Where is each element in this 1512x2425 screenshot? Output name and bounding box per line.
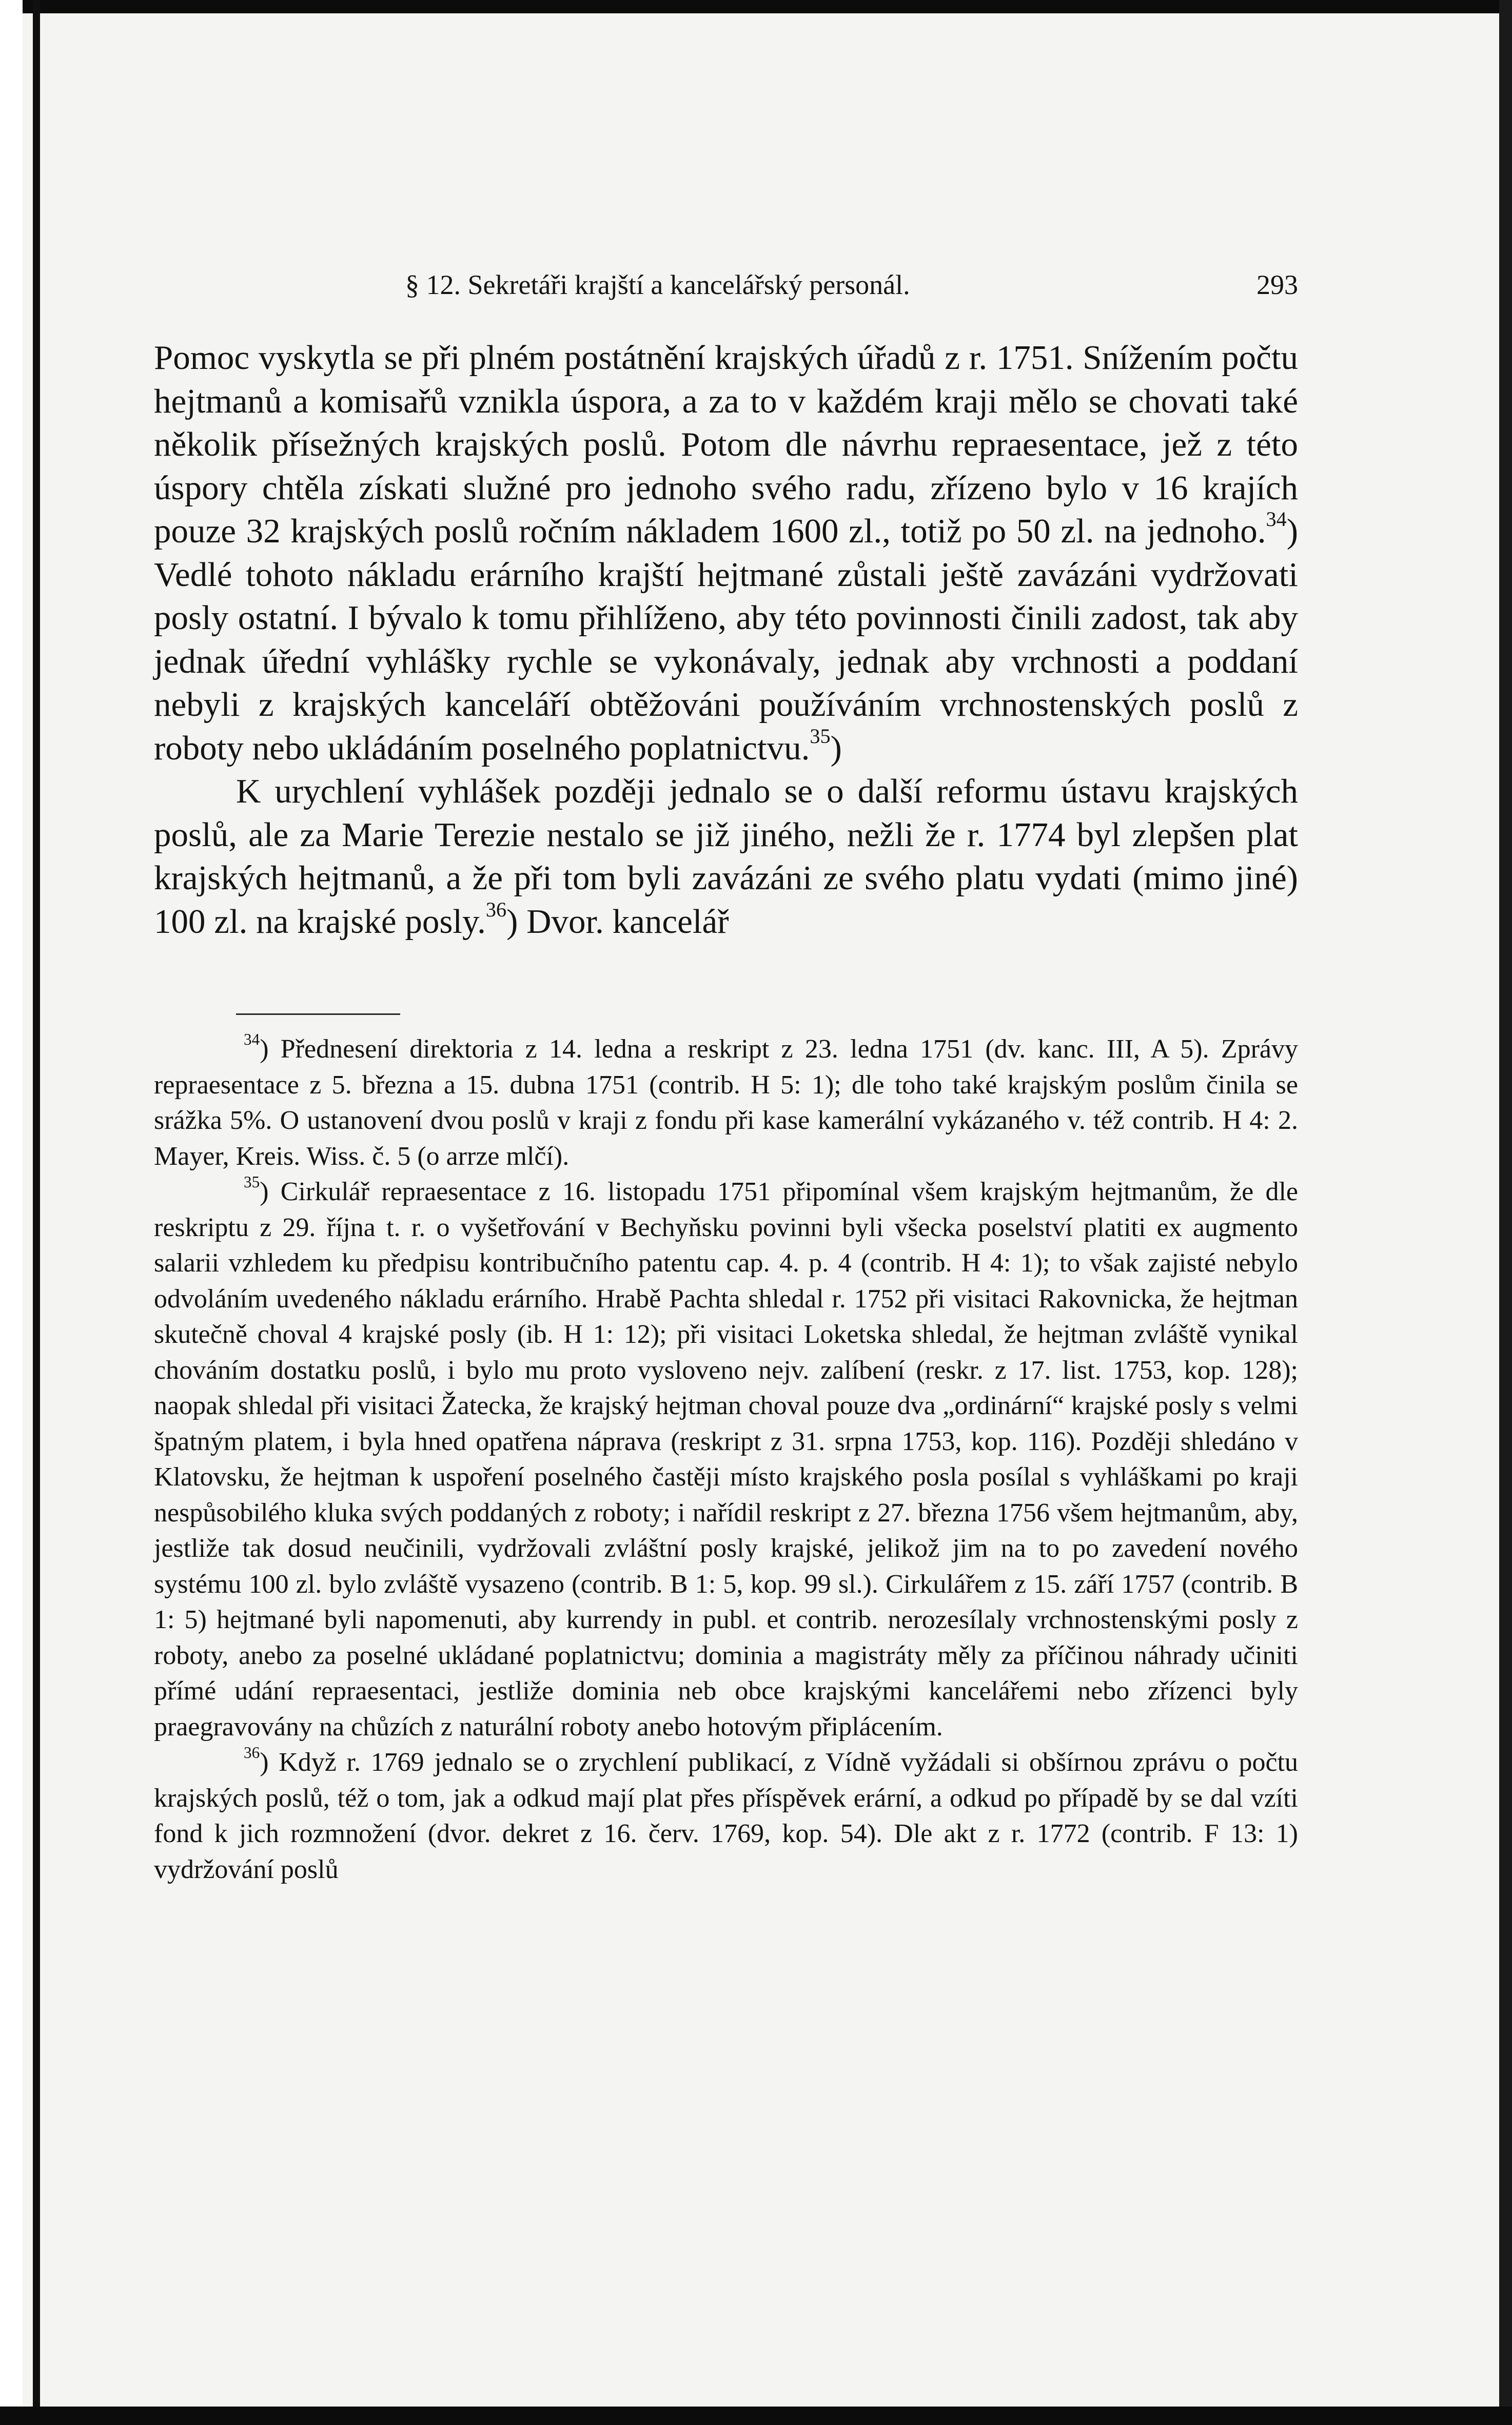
footnote-text: ) Přednesení direktoria z 14. ledna a reskript z 23. ledna 1751 (dv. kanc. III, A 5). Zprávy repraesentace z 5. března a 15. dubna 1751 (contrib. H 5: 1); dle toho také krajským poslům činila se srážka 5%. O ustanovení dvou poslů v kraji z fondu při kase kamerální vykázaného v. též contrib. H 4: 2. Mayer, Kreis. Wiss. č. 5 (o arrze mlčí).: [154, 1034, 1298, 1171]
footnote-text: ) Cirkulář repraesentace z 16. listopadu 1751 připomínal všem krajským hejtmanům, že dle reskriptu z 29. října t. r. o vyšetřování v Bechyňsku povinni byli všecka poselství platiti ex augmento salarii vzhledem ku předpisu kontribučního patentu cap. 4. p. 4 (contrib. H 4: 1); to však zajisté nebylo odvoláním uvedeného nákladu erárního. Hrabě Pachta shledal r. 1752 při visitaci Rakovnicka, že hejtman skutečně choval 4 krajské posly (ib. H 1: 12); při visitaci Loketska shledal, že hejtman zvláště vynikal chováním dostatku poslů, i bylo mu proto vysloveno nejv. zalíbení (reskr. z 17. list. 1753, kop. 128); naopak shledal při visitaci Žatecka, že krajský hejtman choval pouze dva „ordinární“ krajské posly s velmi špatným platem, i byla hned opatřena náprava (reskript z 31. srpna 1753, kop. 116). Později shledáno v Klatovsku, že hejtman k uspoření poselného častěji místo krajského posla posílal s vyhláškami po kraji nespůsobilého kluka svých poddaných z roboty; i nařídil reskript z 27. března 1756 všem hejtmanům, aby, jestliže tak dosud neučinili, vydržovali zvláštní posly krajské, jelikož jim na to po zavedení nového systému 100 zl. bylo zvláště vysazeno (contrib. B 1: 5, kop. 99 sl.). Cirkulářem z 15. září 1757 (contrib. B 1: 5) hejtmané byli napomenuti, aby kurrendy in publ. et contrib. nerozesílaly vrchnostenskými posly z roboty, anebo za poselné ukládané poplatnictvu; dominia a magistráty měly za příčinou náhrady učiniti přímé udání repraesentaci, jestliže dominia neb obce krajskými kancelářemi nebo zřízenci byly praegravovány na chůzích z naturální roboty anebo hotovým připlácením.: [154, 1177, 1298, 1742]
paragraph-text: ) Vedlé tohoto nákladu erárního krajští hejtmané zůstali ještě zavázáni vydržovati posly ostatní. I bývalo k tomu přihlíženo, aby této povinnosti činili zadost, tak aby jednak úřední vyhlášky rychle se vykonávaly, jednak aby vrchnosti a poddaní nebyli z krajských kanceláří obtěžováni používáním vrchnostenských poslů z roboty nebo ukládáním poselného poplatnictvu.: [154, 512, 1298, 767]
footnote-separator: [236, 1013, 400, 1015]
paragraph: [154, 770, 1298, 943]
running-title: § 12. Sekretáři krajští a kancelářský personál.: [405, 269, 910, 300]
paragraph-text: K urychlení vyhlášek později jednalo se o další reformu ústavu krajských poslů, ale za Marie Terezie nestalo se již jiného, nežli že r. 1774 byl zlepšen plat krajských hejtmanů, a že při tom byli zavázáni ze svého platu vydati (mimo jiné) 100 zl. na krajské posly.: [154, 772, 1298, 941]
footnote-ref: 36: [485, 897, 507, 921]
footnote-marker: 35: [244, 1173, 260, 1191]
scan-border-bottom: [0, 2407, 1512, 2425]
footnote: [154, 1031, 1298, 1174]
footnotes: [154, 1031, 1298, 1887]
page-number: 293: [1256, 269, 1298, 300]
footnote-ref: 34: [1266, 507, 1287, 531]
scan-border-top: [0, 0, 1512, 13]
running-header: [154, 262, 1298, 308]
footnote-marker: 36: [244, 1744, 260, 1762]
paragraph: [154, 336, 1298, 770]
main-text: [154, 336, 1298, 943]
scan-border-left: [33, 0, 40, 2425]
footnote: [154, 1174, 1298, 1745]
paragraph-text: ): [830, 729, 842, 767]
paragraph-text: ) Dvor. kancelář: [506, 902, 729, 941]
footnote: [154, 1745, 1298, 1887]
scan-border-right: [1499, 0, 1512, 2425]
footnote-text: ) Když r. 1769 jednalo se o zrychlení publikací, z Vídně vyžádali si obšírnou zprávu o počtu krajských poslů, též o tom, jak a odkud mají plat přes příspěvek erární, a odkud po případě by se dal vzíti fond k jich rozmnožení (dvor. dekret z 16. červ. 1769, kop. 54). Dle akt z r. 1772 (contrib. F 13: 1) vydržování poslů: [154, 1748, 1298, 1884]
footnote-ref: 35: [810, 724, 831, 748]
paragraph-text: Pomoc vyskytla se při plném postátnění krajských úřadů z r. 1751. Snížením počtu hejtmanů a komisařů vznikla úspora, a za to v každém kraji mělo se chovati také několik přísežných krajských poslů. Potom dle návrhu repraesentace, jež z této úspory chtěla získati služné pro jednoho svého radu, zřízeno bylo v 16 krajích pouze 32 krajských poslů ročním nákladem 1600 zl., totiž po 50 zl. na jednoho.: [154, 339, 1298, 550]
footnote-marker: 34: [244, 1030, 260, 1049]
scan-margin-left: [0, 0, 23, 2425]
